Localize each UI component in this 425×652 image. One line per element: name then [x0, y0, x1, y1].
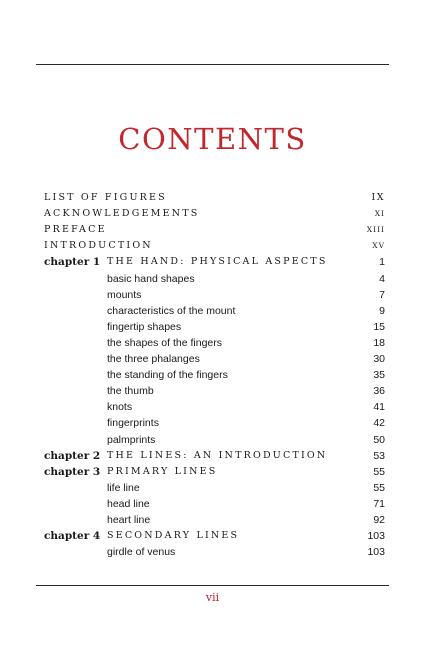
page-ref: 35 [373, 369, 385, 382]
page-ref: 4 [379, 272, 385, 285]
toc-entry [0, 464, 425, 480]
page-ref: 103 [367, 530, 385, 543]
page-ref: 41 [373, 401, 385, 414]
toc-entry [0, 496, 425, 512]
page-ref: 71 [373, 497, 385, 510]
page-ref: 7 [379, 288, 385, 301]
page-ref: 55 [373, 465, 385, 478]
toc-entry [0, 319, 425, 335]
toc-entry [0, 512, 425, 528]
toc-entry [0, 448, 425, 464]
chapter-title: ACKNOWLEDGEMENTS [44, 208, 200, 220]
section-title: basic hand shapes [107, 272, 195, 285]
page-ref: 36 [373, 385, 385, 398]
section-title: characteristics of the mount [107, 304, 236, 317]
section-title: the shapes of the fingers [107, 336, 222, 349]
toc-entry [0, 238, 425, 254]
toc-entry [0, 287, 425, 303]
chapter-title: LIST OF FIGURES [44, 192, 167, 203]
section-title: fingertip shapes [107, 320, 182, 333]
page-ref: 55 [373, 481, 385, 494]
toc-entry [0, 206, 425, 222]
section-title: girdle of venus [107, 546, 176, 559]
page-ref: 92 [373, 514, 385, 526]
toc-entry [0, 415, 425, 431]
chapter-title: INTRODUCTION [44, 240, 153, 252]
page-ref: 53 [373, 449, 385, 462]
page-ref: 9 [379, 304, 385, 317]
page-ref: 15 [373, 320, 385, 333]
section-title: the thumb [107, 385, 154, 398]
section-title: mounts [107, 288, 142, 301]
chapter-number: chapter 1 [44, 256, 101, 269]
toc-entry [0, 254, 425, 270]
chapter-number: chapter 2 [44, 449, 101, 462]
page-ref: XIII [366, 225, 385, 235]
toc-entry [0, 271, 425, 287]
page-ref: XI [374, 209, 385, 219]
page-ref: 1 [379, 256, 385, 269]
toc-entry [0, 351, 425, 367]
chapter-title: PRIMARY LINES [107, 465, 218, 477]
page-ref: 30 [373, 353, 385, 365]
page-ref: 50 [373, 433, 385, 446]
chapter-title: THE HAND: PHYSICAL ASPECTS [107, 256, 328, 268]
section-title: head line [107, 497, 150, 510]
chapter-title: PREFACE [44, 224, 107, 236]
toc-entry [0, 432, 425, 448]
section-title: heart line [107, 514, 151, 526]
toc-entry [0, 528, 425, 544]
bottom-rule [36, 585, 389, 586]
toc-entry [0, 222, 425, 238]
toc-entry [0, 399, 425, 415]
chapter-title: SECONDARY LINES [107, 530, 240, 542]
toc-entry [0, 544, 425, 560]
toc-entry [0, 335, 425, 351]
page-ref: 42 [373, 417, 385, 430]
chapter-title: THE LINES: AN INTRODUCTION [107, 449, 328, 461]
section-title: fingerprints [107, 417, 159, 430]
chapter-number: chapter 4 [44, 530, 101, 543]
page-number: vii [205, 591, 220, 604]
section-title: the standing of the fingers [107, 369, 228, 382]
chapter-number: chapter 3 [44, 465, 101, 478]
section-title: life line [107, 481, 140, 494]
section-title: knots [107, 401, 133, 414]
page-ref: 103 [367, 546, 385, 559]
section-title: the three phalanges [107, 353, 200, 365]
page-ref: 18 [373, 336, 385, 349]
toc-entry [0, 383, 425, 399]
toc-entry [0, 480, 425, 496]
toc-entry [0, 367, 425, 383]
section-title: palmprints [107, 433, 156, 446]
page-ref: IX [371, 192, 385, 203]
page-title: CONTENTS [118, 122, 307, 156]
toc-entry [0, 303, 425, 319]
toc-entry [0, 190, 425, 206]
page-ref: XV [372, 241, 385, 251]
